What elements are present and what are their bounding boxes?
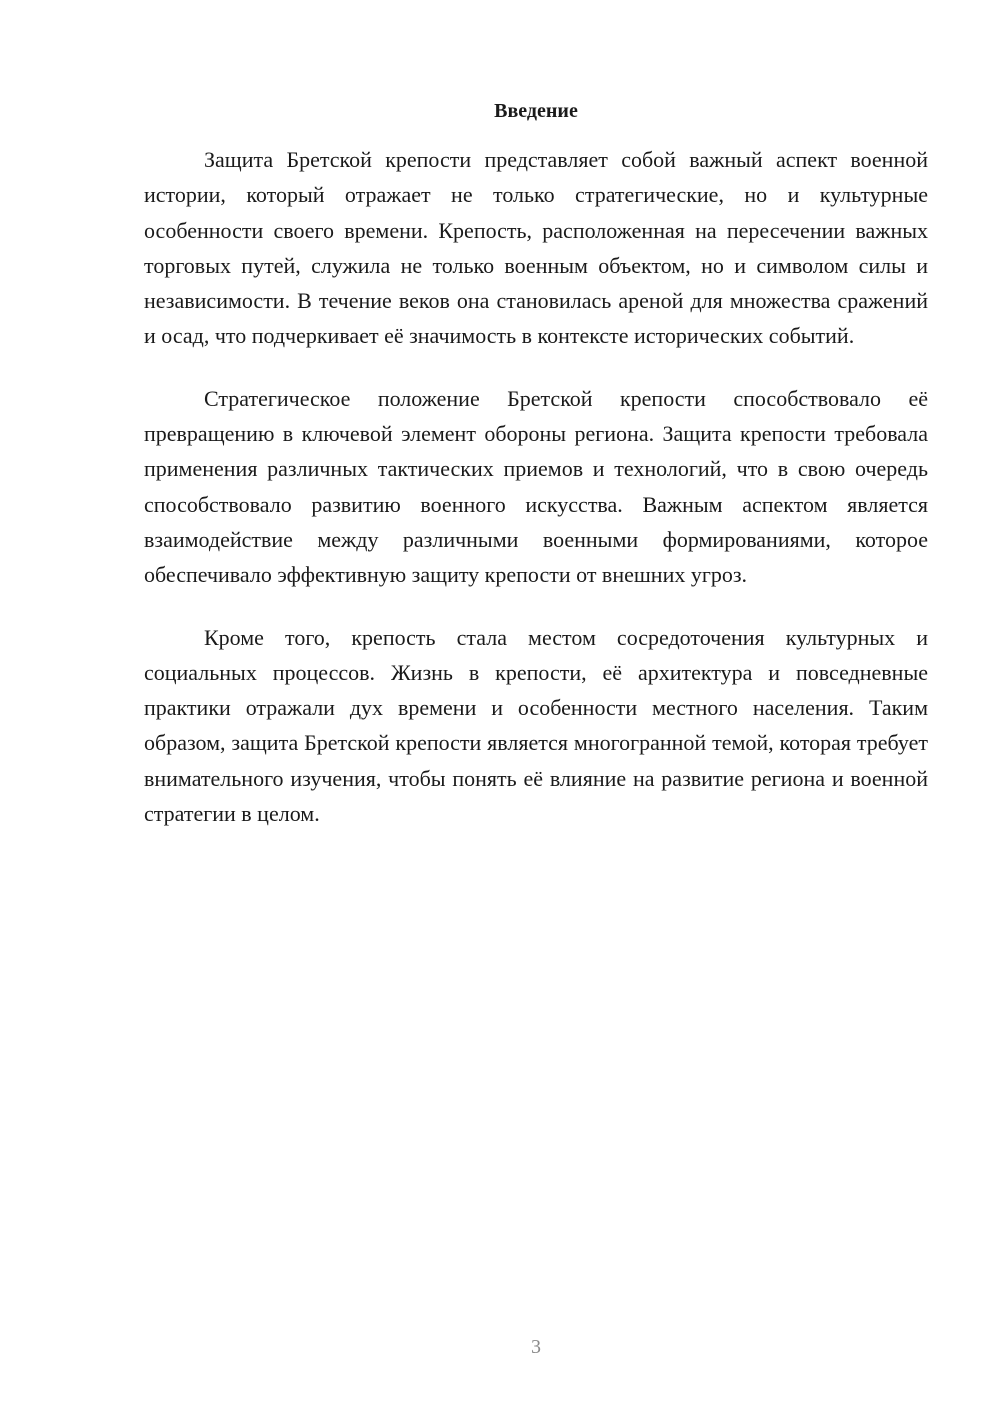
body-text — [144, 142, 928, 858]
page-number: 3 — [531, 1336, 541, 1358]
paragraph-2: Стратегическое положение Бретской крепости способствовало её превращению в ключевой элемент обороны региона. Защита крепости требовала применения различных тактических приемов и технологий, что в свою очередь способствовало развитию военного искусства. Важным аспектом является взаимодействие между различными военными формированиями, которое обеспечивало эффективную защиту крепости от внешних угроз. — [144, 385, 928, 588]
section-title: Введение — [494, 100, 578, 122]
paragraph-1: Защита Бретской крепости представляет собой важный аспект военной истории, который отражает не только стратегические, но и культурные особенности своего времени. Крепость, расположенная на пересечении важных торговых путей, служила не только военным объектом, но и символом силы и независимости. В течение веков она становилась ареной для множества сражений и осад, что подчеркивает её значимость в контексте исторических событий. — [144, 147, 928, 349]
paragraph-3: Кроме того, крепость стала местом сосредоточения культурных и социальных процессов. Жизнь в крепости, её архитектура и повседневные практики отражали дух времени и особенности местного населения. Таким образом, защита Бретской крепости является многогранной темой, которая требует внимательного изучения, чтобы понять её влияние на развитие региона и военной стратегии в целом. — [144, 624, 928, 827]
